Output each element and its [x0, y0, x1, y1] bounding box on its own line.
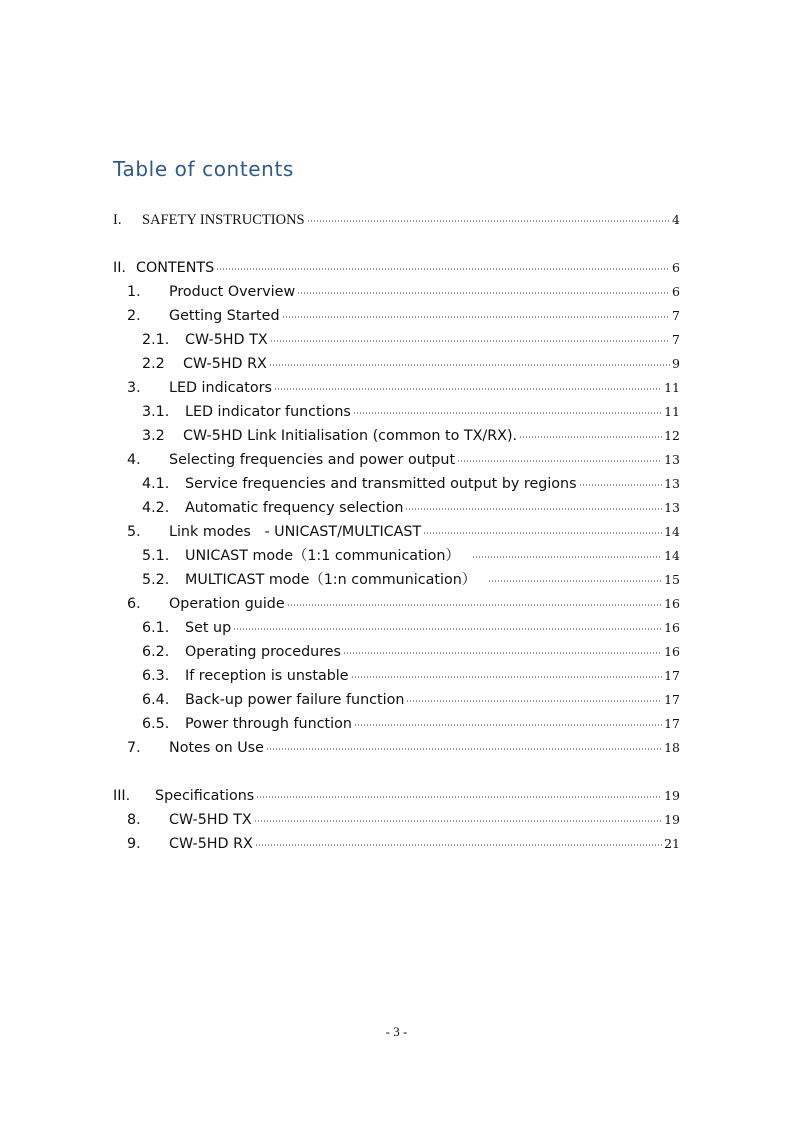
toc-entry-page: 21	[664, 836, 680, 851]
toc-entry-number: 5.	[127, 524, 141, 540]
toc-entry-label: MULTICAST mode（1:n communication）	[185, 572, 477, 588]
toc-entry-number: 6.4.	[142, 692, 170, 708]
toc-entry-page: 14	[664, 548, 680, 563]
toc-entry-label: Automatic frequency selection	[185, 500, 404, 516]
dot-leader	[423, 532, 662, 534]
dot-leader	[579, 484, 663, 486]
toc-entry[interactable]	[142, 546, 680, 566]
toc-entry-label: CONTENTS	[136, 260, 215, 276]
toc-entry-label: Selecting frequencies and power output	[169, 452, 456, 468]
toc-entry-label: Service frequencies and transmitted output by regions	[185, 476, 577, 492]
toc-entry-number: III.	[113, 788, 131, 804]
dot-leader	[269, 364, 670, 366]
toc-entry[interactable]	[142, 666, 680, 686]
toc-entry[interactable]	[127, 522, 680, 542]
toc-entry-number: 2.2	[142, 356, 165, 372]
toc-entry-label: CW-5HD RX	[183, 356, 267, 372]
dot-leader	[406, 700, 662, 702]
toc-entry-page: 6	[672, 260, 680, 275]
toc-entry-page: 11	[664, 404, 680, 419]
dot-leader	[254, 820, 662, 822]
toc-entry-number: 2.1.	[142, 332, 170, 348]
toc-entry[interactable]	[127, 306, 680, 326]
toc-entry-page: 13	[664, 476, 680, 491]
toc-entry-page: 16	[664, 620, 680, 635]
toc-entry-label: Back-up power failure function	[185, 692, 405, 708]
toc-entry[interactable]	[142, 474, 680, 494]
toc-entry-label: Set up	[185, 620, 232, 636]
toc-entry-page: 16	[664, 596, 680, 611]
dot-leader	[266, 748, 662, 750]
toc-entry[interactable]	[113, 258, 680, 278]
toc-entry-number: 1.	[127, 284, 141, 300]
toc-entry-label: SAFETY INSTRUCTIONS	[142, 212, 305, 228]
dot-leader	[488, 580, 662, 582]
toc-entry-number: 7.	[127, 740, 141, 756]
toc-entry[interactable]	[142, 642, 680, 662]
toc-entry-page: 7	[672, 308, 680, 323]
toc-entry-number: 6.	[127, 596, 141, 612]
page-number: - 3 -	[385, 1024, 408, 1039]
toc-entry[interactable]	[127, 378, 680, 398]
toc-entry-label: CW-5HD Link Initialisation (common to TX/RX).	[183, 428, 518, 444]
toc-entry-page: 16	[664, 644, 680, 659]
dot-leader	[519, 436, 662, 438]
toc-entry-page: 17	[664, 668, 680, 683]
toc-entry-page: 13	[664, 500, 680, 515]
toc-entry-page: 15	[664, 572, 680, 587]
toc-entry-number: II.	[113, 260, 126, 276]
dot-leader	[351, 676, 663, 678]
toc-entry-label: CW-5HD TX	[185, 332, 268, 348]
toc-entry-label: CW-5HD TX	[169, 812, 252, 828]
toc-entry[interactable]	[127, 834, 680, 854]
toc-entry-label: Operating procedures	[185, 644, 342, 660]
dot-leader	[287, 604, 662, 606]
toc-entry-page: 14	[664, 524, 680, 539]
dot-leader	[274, 388, 662, 390]
toc-entry-number: I.	[113, 212, 122, 228]
toc-entry-label: Getting Started	[169, 308, 280, 324]
toc-entry-number: 6.1.	[142, 620, 170, 636]
page-title: Table of contents	[113, 157, 294, 181]
dot-leader	[256, 796, 662, 798]
toc-entry[interactable]	[127, 738, 680, 758]
toc-entry-label: Link modes - UNICAST/MULTICAST	[169, 524, 422, 540]
toc-entry[interactable]	[127, 810, 680, 830]
toc-entry-label: LED indicators	[169, 380, 272, 396]
toc-entry-label: Notes on Use	[169, 740, 264, 756]
toc-entry-page: 19	[664, 788, 680, 803]
toc-entry-label: LED indicator functions	[185, 404, 351, 420]
toc-entry-label: Specifications	[155, 788, 255, 804]
toc-entry-label: Power through function	[185, 716, 352, 732]
toc-entry-page: 7	[672, 332, 680, 347]
toc-entry-page: 17	[664, 716, 680, 731]
dot-leader	[472, 556, 662, 558]
dot-leader	[354, 724, 662, 726]
toc-entry-number: 3.	[127, 380, 141, 396]
toc-entry-number: 4.	[127, 452, 141, 468]
dot-leader	[255, 844, 662, 846]
toc-entry-number: 6.2.	[142, 644, 170, 660]
toc-entry[interactable]	[142, 690, 680, 710]
dot-leader	[457, 460, 662, 462]
dot-leader	[405, 508, 662, 510]
toc-entry-number: 4.1.	[142, 476, 170, 492]
toc-entry-label: If reception is unstable	[185, 668, 349, 684]
dot-leader	[233, 628, 662, 630]
toc-entry-label: Operation guide	[169, 596, 285, 612]
dot-leader	[282, 316, 671, 318]
toc-entry-page: 9	[672, 356, 680, 371]
toc-entry[interactable]	[113, 786, 680, 806]
toc-entry-number: 3.2	[142, 428, 165, 444]
toc-entry-number: 8.	[127, 812, 141, 828]
dot-leader	[216, 268, 670, 270]
toc-entry-page: 12	[664, 428, 680, 443]
dot-leader	[353, 412, 662, 414]
toc-entry[interactable]	[142, 498, 680, 518]
toc-entry[interactable]	[142, 402, 680, 422]
toc-entry-page: 18	[664, 740, 680, 755]
toc-entry-number: 3.1.	[142, 404, 170, 420]
toc-entry[interactable]	[142, 618, 680, 638]
toc-entry-number: 5.2.	[142, 572, 170, 588]
toc-entry-page: 13	[664, 452, 680, 467]
toc-entry-number: 6.3.	[142, 668, 170, 684]
toc-entry[interactable]	[142, 426, 680, 446]
dot-leader	[343, 652, 662, 654]
toc-entry-page: 6	[672, 284, 680, 299]
toc-entry[interactable]	[142, 714, 680, 734]
toc-entry[interactable]	[127, 282, 680, 302]
dot-leader	[307, 220, 670, 222]
toc-entry-page: 19	[664, 812, 680, 827]
toc-entry[interactable]	[142, 570, 680, 590]
toc-entry-page: 11	[664, 380, 680, 395]
toc-entry-label: Product Overview	[169, 284, 296, 300]
toc-entry-number: 5.1.	[142, 548, 170, 564]
toc-entry[interactable]	[127, 594, 680, 614]
toc-entry-number: 6.5.	[142, 716, 170, 732]
toc-entry-number: 2.	[127, 308, 141, 324]
toc-entry[interactable]	[127, 450, 680, 470]
dot-leader	[270, 340, 670, 342]
toc-entry[interactable]	[113, 210, 680, 230]
dot-leader	[297, 292, 670, 294]
toc-entry-number: 9.	[127, 836, 141, 852]
toc-entry-label: CW-5HD RX	[169, 836, 253, 852]
toc-entry[interactable]	[142, 330, 680, 350]
toc-entry-number: 4.2.	[142, 500, 170, 516]
toc-entry-page: 17	[664, 692, 680, 707]
toc-entry-label: UNICAST mode（1:1 communication）	[185, 548, 460, 564]
toc-entry[interactable]	[142, 354, 680, 374]
toc-entry-page: 4	[672, 212, 680, 227]
